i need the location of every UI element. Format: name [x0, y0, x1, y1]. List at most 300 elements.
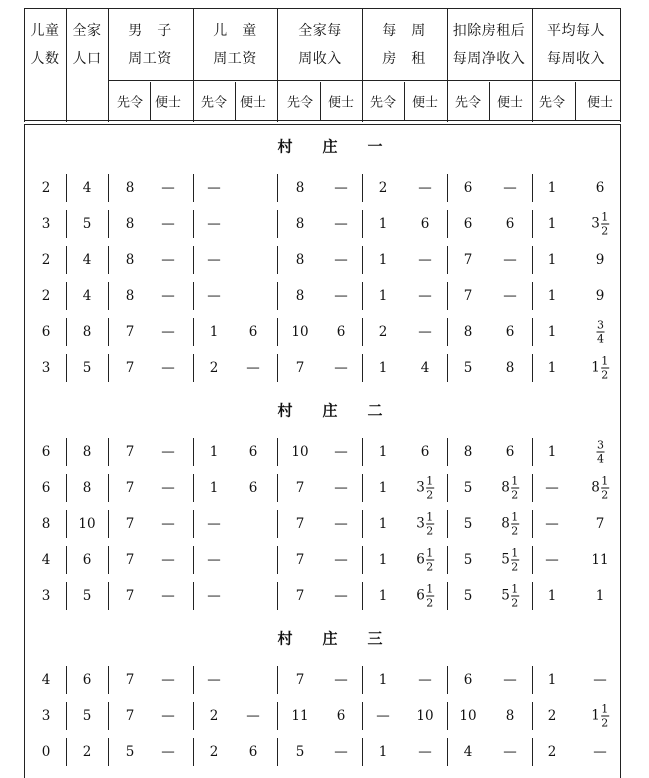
row-column-rule	[532, 174, 533, 202]
column-header-line-1: 全家	[72, 23, 102, 39]
table-cell: —	[161, 516, 175, 532]
table-cell: 4	[82, 288, 92, 304]
table-cell: —	[545, 552, 559, 568]
table-cell: 1 $\frac{1}{2}$	[591, 354, 609, 382]
table-cell: —	[161, 360, 175, 376]
row-column-rule	[193, 582, 194, 610]
row-column-rule	[447, 282, 448, 310]
row-column-rule	[108, 282, 109, 310]
table-cell: 6	[420, 444, 430, 460]
row-column-rule	[447, 738, 448, 766]
row-column-rule	[532, 738, 533, 766]
row-column-rule	[362, 666, 363, 694]
table-cell: 8	[82, 444, 92, 460]
table-cell: 1	[378, 588, 388, 604]
table-cell: —	[593, 744, 607, 760]
table-cell: 6	[463, 672, 473, 688]
row-column-rule	[66, 282, 67, 310]
column-header-line-2: 房 租	[382, 51, 426, 67]
table-cell: 7	[295, 552, 305, 568]
table-cell: 7	[295, 516, 305, 532]
table-cell: 5	[125, 744, 135, 760]
table-cell: 7	[295, 360, 305, 376]
table-cell: —	[207, 252, 221, 268]
table-cell: 2	[547, 744, 557, 760]
header-column-rule	[24, 8, 25, 122]
row-column-rule	[532, 318, 533, 346]
table-cell: 10	[78, 516, 96, 532]
column-header-line-2: 每周净收入	[452, 51, 526, 67]
table-cell: 10	[459, 708, 477, 724]
row-column-rule	[193, 738, 194, 766]
row-column-rule	[277, 546, 278, 574]
row-column-rule	[108, 702, 109, 730]
table-cell: 6	[82, 552, 92, 568]
village-section-title: 村 庄 三	[277, 629, 383, 648]
unit-sub-rule	[575, 82, 576, 120]
table-cell: $\frac{3}{4}$	[597, 318, 604, 346]
table-cell: 8	[295, 180, 305, 196]
table-cell: 1	[378, 360, 388, 376]
table-cell: 1	[378, 552, 388, 568]
table-cell: —	[503, 672, 517, 688]
table-cell: —	[334, 552, 348, 568]
row-column-rule	[193, 318, 194, 346]
table-cell: 7	[125, 516, 135, 532]
unit-label-penny: 便士	[239, 95, 267, 111]
table-cell: —	[334, 516, 348, 532]
table-cell: 1 $\frac{1}{2}$	[591, 702, 609, 730]
row-column-rule	[66, 666, 67, 694]
table-cell: —	[418, 288, 432, 304]
table-cell: 1	[378, 480, 388, 496]
row-column-rule	[277, 702, 278, 730]
table-cell: 1	[547, 444, 557, 460]
row-column-rule	[193, 510, 194, 538]
row-column-rule	[193, 546, 194, 574]
table-cell: 2	[209, 360, 219, 376]
table-cell: 8	[505, 360, 515, 376]
row-column-rule	[66, 474, 67, 502]
table-cell: 4	[41, 552, 51, 568]
table-cell: —	[207, 672, 221, 688]
column-header-line-2: 每周收入	[547, 51, 605, 67]
table-cell: 8	[463, 444, 473, 460]
table-cell: 9	[595, 288, 605, 304]
column-header-line-1: 平均每人	[547, 23, 605, 39]
table-cell: 7	[125, 672, 135, 688]
table-header-rule-1	[24, 120, 620, 121]
table-cell: 5	[82, 588, 92, 604]
row-column-rule	[193, 438, 194, 466]
table-cell: 8 $\frac{1}{2}$	[501, 474, 519, 502]
row-column-rule	[108, 438, 109, 466]
table-cell: 6	[505, 444, 515, 460]
row-column-rule	[277, 738, 278, 766]
table-cell: 7	[125, 588, 135, 604]
table-cell: 10	[416, 708, 434, 724]
table-cell: 5 $\frac{1}{2}$	[501, 546, 519, 574]
column-header-line-1: 全家每	[298, 23, 342, 39]
table-cell: 1	[378, 444, 388, 460]
table-cell: —	[207, 216, 221, 232]
table-cell: 3	[41, 216, 51, 232]
table-cell: $\frac{3}{4}$	[597, 438, 604, 466]
row-column-rule	[362, 738, 363, 766]
row-column-rule	[532, 702, 533, 730]
table-cell: 2	[41, 252, 51, 268]
table-cell: 6	[41, 444, 51, 460]
table-cell: 8	[505, 708, 515, 724]
row-column-rule	[362, 582, 363, 610]
row-column-rule	[362, 546, 363, 574]
row-column-rule	[193, 246, 194, 274]
table-cell: —	[161, 672, 175, 688]
table-cell: 6	[248, 480, 258, 496]
table-cell: —	[246, 360, 260, 376]
table-cell: 6	[248, 744, 258, 760]
table-cell: 7	[463, 252, 473, 268]
table-cell: 5	[463, 480, 473, 496]
table-cell: 8	[125, 252, 135, 268]
row-column-rule	[447, 354, 448, 382]
row-column-rule	[108, 510, 109, 538]
table-cell: 6	[463, 180, 473, 196]
table-cell: —	[418, 252, 432, 268]
row-column-rule	[108, 174, 109, 202]
table-cell: 8	[125, 216, 135, 232]
table-cell: —	[334, 444, 348, 460]
table-cell: —	[503, 252, 517, 268]
unit-label-penny: 便士	[411, 95, 439, 111]
unit-label-penny: 便士	[586, 95, 614, 111]
table-cell: 1	[547, 216, 557, 232]
row-column-rule	[532, 354, 533, 382]
village-section-title: 村 庄 二	[277, 401, 383, 420]
table-cell: —	[334, 360, 348, 376]
table-cell: 7	[125, 552, 135, 568]
table-cell: 6	[463, 216, 473, 232]
row-column-rule	[447, 546, 448, 574]
village-section-title: 村 庄 一	[277, 137, 383, 156]
table-cell: 8	[41, 516, 51, 532]
table-cell: —	[503, 288, 517, 304]
table-cell: 7	[295, 480, 305, 496]
unit-sub-rule	[404, 82, 405, 120]
unit-sub-rule	[150, 82, 151, 120]
row-column-rule	[277, 318, 278, 346]
table-cell: 1	[209, 324, 219, 340]
row-column-rule	[108, 246, 109, 274]
row-column-rule	[277, 438, 278, 466]
table-cell: 5	[82, 708, 92, 724]
table-cell: 3	[41, 360, 51, 376]
row-column-rule	[447, 582, 448, 610]
table-cell: 1	[378, 744, 388, 760]
header-unit-rule	[108, 80, 620, 81]
table-cell: 1	[378, 252, 388, 268]
table-cell: 7	[125, 708, 135, 724]
row-column-rule	[108, 318, 109, 346]
column-header-line-1: 扣除房租后	[452, 23, 526, 39]
row-column-rule	[277, 666, 278, 694]
table-cell: 5	[295, 744, 305, 760]
row-column-rule	[108, 582, 109, 610]
row-column-rule	[108, 546, 109, 574]
table-cell: 8	[295, 216, 305, 232]
table-cell: 5	[463, 516, 473, 532]
table-cell: 6	[41, 480, 51, 496]
table-cell: 1	[547, 360, 557, 376]
table-cell: 8	[125, 288, 135, 304]
table-cell: 1	[378, 672, 388, 688]
row-column-rule	[362, 174, 363, 202]
unit-sub-rule	[320, 82, 321, 120]
table-cell: 2	[378, 324, 388, 340]
table-cell: 4	[420, 360, 430, 376]
table-cell: 1	[209, 444, 219, 460]
table-cell: 7	[125, 360, 135, 376]
row-column-rule	[362, 246, 363, 274]
row-column-rule	[532, 210, 533, 238]
table-cell: 2	[378, 180, 388, 196]
table-cell: 2	[209, 708, 219, 724]
table-cell: 1	[547, 588, 557, 604]
table-cell: 3 $\frac{1}{2}$	[416, 510, 434, 538]
unit-sub-rule	[235, 82, 236, 120]
table-cell: 6	[41, 324, 51, 340]
table-cell: 5	[463, 360, 473, 376]
row-column-rule	[108, 354, 109, 382]
table-cell: —	[161, 480, 175, 496]
table-cell: 6	[336, 324, 346, 340]
column-header-line-2: 周收入	[298, 51, 342, 67]
row-column-rule	[66, 438, 67, 466]
table-cell: 5	[463, 588, 473, 604]
header-column-rule	[108, 8, 109, 122]
header-column-rule	[532, 8, 533, 122]
table-cell: 2	[41, 288, 51, 304]
table-header-rule-2	[24, 124, 620, 125]
table-cell: 8	[463, 324, 473, 340]
header-column-rule	[362, 8, 363, 122]
table-cell: 8	[82, 480, 92, 496]
table-cell: 1	[547, 324, 557, 340]
row-column-rule	[362, 354, 363, 382]
table-cell: —	[161, 216, 175, 232]
table-cell: —	[207, 516, 221, 532]
row-column-rule	[362, 510, 363, 538]
row-column-rule	[362, 318, 363, 346]
row-column-rule	[532, 474, 533, 502]
table-cell: —	[593, 672, 607, 688]
row-column-rule	[447, 666, 448, 694]
table-cell: 1	[547, 252, 557, 268]
column-header-line-1: 儿 童	[213, 23, 257, 39]
row-column-rule	[532, 546, 533, 574]
row-column-rule	[447, 474, 448, 502]
row-column-rule	[66, 702, 67, 730]
row-column-rule	[277, 246, 278, 274]
table-cell: —	[503, 744, 517, 760]
table-cell: 3	[41, 588, 51, 604]
row-column-rule	[532, 510, 533, 538]
table-cell: 4	[82, 180, 92, 196]
table-cell: 1	[378, 288, 388, 304]
row-column-rule	[66, 246, 67, 274]
table-cell: 7	[295, 672, 305, 688]
row-column-rule	[193, 282, 194, 310]
table-cell: 6	[505, 216, 515, 232]
row-column-rule	[362, 438, 363, 466]
table-cell: —	[418, 744, 432, 760]
row-column-rule	[532, 438, 533, 466]
table-cell: —	[161, 708, 175, 724]
row-column-rule	[362, 474, 363, 502]
table-cell: 7	[463, 288, 473, 304]
unit-label-penny: 便士	[154, 95, 182, 111]
table-cell: —	[418, 672, 432, 688]
row-column-rule	[193, 174, 194, 202]
unit-label-shilling: 先令	[286, 95, 314, 111]
table-cell: 1	[547, 180, 557, 196]
row-column-rule	[66, 546, 67, 574]
unit-label-shilling: 先令	[369, 95, 397, 111]
table-cell: 10	[291, 324, 309, 340]
table-cell: —	[418, 324, 432, 340]
row-column-rule	[108, 666, 109, 694]
row-column-rule	[362, 282, 363, 310]
column-header-line-2: 周工资	[213, 51, 257, 67]
unit-sub-rule	[489, 82, 490, 120]
table-cell: 1	[547, 288, 557, 304]
table-cell: 0	[41, 744, 51, 760]
table-cell: 2	[209, 744, 219, 760]
table-cell: 6 $\frac{1}{2}$	[416, 546, 434, 574]
table-cell: —	[503, 180, 517, 196]
row-column-rule	[447, 210, 448, 238]
row-column-rule	[277, 174, 278, 202]
table-cell: 7	[295, 588, 305, 604]
column-header-line-1: 男 子	[128, 23, 172, 39]
table-cell: 2	[41, 180, 51, 196]
column-header-line-2: 周工资	[128, 51, 172, 67]
table-cell: —	[161, 588, 175, 604]
table-cell: 8	[82, 324, 92, 340]
row-column-rule	[532, 582, 533, 610]
table-cell: 6	[595, 180, 605, 196]
row-column-rule	[277, 354, 278, 382]
header-column-rule	[193, 8, 194, 122]
table-cell: 1	[595, 588, 605, 604]
table-cell: —	[207, 288, 221, 304]
row-column-rule	[193, 666, 194, 694]
row-column-rule	[277, 474, 278, 502]
row-column-rule	[532, 666, 533, 694]
table-cell: 9	[595, 252, 605, 268]
table-cell: —	[334, 252, 348, 268]
table-cell: 3 $\frac{1}{2}$	[591, 210, 609, 238]
table-cell: 7	[125, 324, 135, 340]
row-column-rule	[66, 174, 67, 202]
table-cell: 6	[505, 324, 515, 340]
row-column-rule	[193, 354, 194, 382]
table-cell: —	[334, 180, 348, 196]
row-column-rule	[532, 246, 533, 274]
table-cell: 4	[41, 672, 51, 688]
row-column-rule	[447, 510, 448, 538]
table-cell: —	[161, 444, 175, 460]
table-cell: —	[334, 588, 348, 604]
unit-label-shilling: 先令	[116, 95, 144, 111]
table-top-rule	[24, 8, 620, 9]
table-cell: 7	[125, 444, 135, 460]
table-cell: 2	[82, 744, 92, 760]
row-column-rule	[66, 738, 67, 766]
table-cell: —	[334, 744, 348, 760]
table-cell: 4	[82, 252, 92, 268]
row-column-rule	[108, 210, 109, 238]
row-column-rule	[277, 510, 278, 538]
table-cell: 7	[125, 480, 135, 496]
table-cell: 6	[248, 324, 258, 340]
table-cell: —	[334, 216, 348, 232]
table-cell: —	[207, 552, 221, 568]
column-header-line-1: 儿童	[30, 23, 60, 39]
table-cell: 7	[595, 516, 605, 532]
table-cell: 8 $\frac{1}{2}$	[501, 510, 519, 538]
table-cell: 8	[295, 252, 305, 268]
row-column-rule	[193, 210, 194, 238]
table-cell: —	[545, 480, 559, 496]
row-column-rule	[108, 738, 109, 766]
row-column-rule	[362, 210, 363, 238]
table-cell: 10	[291, 444, 309, 460]
table-cell: —	[161, 744, 175, 760]
table-cell: 5	[463, 552, 473, 568]
row-column-rule	[193, 474, 194, 502]
table-cell: —	[334, 480, 348, 496]
row-column-rule	[532, 282, 533, 310]
table-cell: 3	[41, 708, 51, 724]
table-cell: 2	[547, 708, 557, 724]
table-cell: 6	[336, 708, 346, 724]
column-header-line-2: 人数	[30, 51, 60, 67]
row-column-rule	[277, 582, 278, 610]
unit-label-penny: 便士	[327, 95, 355, 111]
header-column-rule	[277, 8, 278, 122]
column-header-line-2: 人口	[72, 51, 102, 67]
table-cell: —	[161, 552, 175, 568]
table-cell: 5	[82, 360, 92, 376]
table-right-border	[620, 124, 621, 778]
row-column-rule	[66, 582, 67, 610]
row-column-rule	[447, 702, 448, 730]
table-cell: 6	[420, 216, 430, 232]
header-column-rule	[66, 8, 67, 122]
table-cell: —	[161, 324, 175, 340]
row-column-rule	[66, 210, 67, 238]
table-cell: —	[207, 588, 221, 604]
row-column-rule	[66, 318, 67, 346]
table-cell: 8	[125, 180, 135, 196]
table-cell: —	[207, 180, 221, 196]
header-column-rule	[447, 8, 448, 122]
table-cell: —	[376, 708, 390, 724]
header-column-rule	[620, 8, 621, 122]
table-cell: 8 $\frac{1}{2}$	[591, 474, 609, 502]
unit-label-shilling: 先令	[200, 95, 228, 111]
